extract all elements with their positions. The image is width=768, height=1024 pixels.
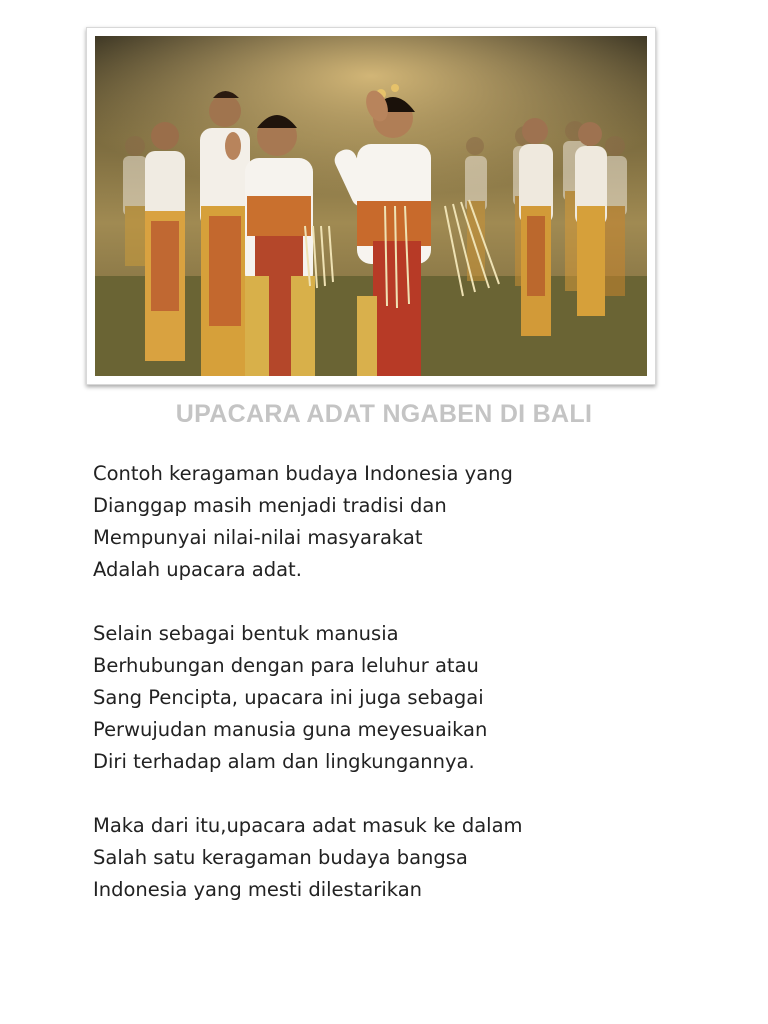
paragraph-1 [93, 458, 713, 586]
dancers-illustration [95, 36, 647, 376]
text-line: Sang Pencipta, upacara ini juga sebagai [93, 686, 484, 709]
text-line: Adalah upacara adat. [93, 558, 302, 581]
text-line: Dianggap masih menjadi tradisi dan [93, 494, 447, 517]
balinese-dancers-photo [95, 36, 647, 376]
text-line: Maka dari itu,upacara adat masuk ke dalam [93, 814, 523, 837]
text-line: Perwujudan manusia guna meyesuaikan [93, 718, 488, 741]
text-line: Diri terhadap alam dan lingkungannya. [93, 750, 475, 773]
paragraph-2 [93, 618, 713, 778]
text-line: Contoh keragaman budaya Indonesia yang [93, 462, 513, 485]
paragraph-3 [93, 810, 713, 906]
photo-frame [86, 27, 656, 385]
text-line: Indonesia yang mesti dilestarikan [93, 878, 422, 901]
text-line: Selain sebagai bentuk manusia [93, 622, 399, 645]
text-line: Mempunyai nilai-nilai masyarakat [93, 526, 423, 549]
body-text [93, 458, 713, 938]
page-title: UPACARA ADAT NGABEN DI BALI [175, 400, 593, 428]
text-line: Berhubungan dengan para leluhur atau [93, 654, 479, 677]
text-line: Salah satu keragaman budaya bangsa [93, 846, 468, 869]
